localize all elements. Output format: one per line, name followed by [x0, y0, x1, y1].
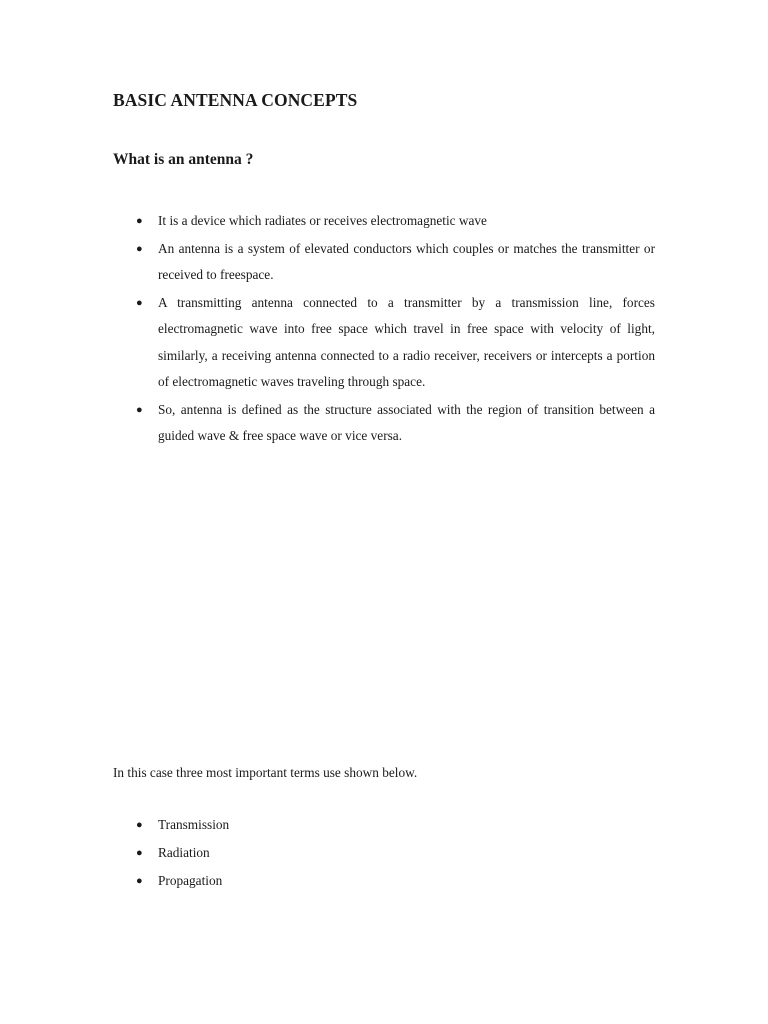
list-item-text: An antenna is a system of elevated conductors which couples or matches the transmitter or received to freespace. [158, 240, 655, 282]
bullet-icon: ● [136, 403, 143, 416]
list-item [136, 208, 655, 235]
bullet-icon: ● [136, 875, 143, 887]
list-item [136, 840, 655, 867]
section-heading: What is an antenna ? [113, 151, 254, 168]
terms-bullet-list [136, 812, 655, 896]
list-item [136, 290, 655, 396]
list-item-text: It is a device which radiates or receives electromagnetic wave [158, 213, 487, 228]
bullet-icon: ● [136, 847, 143, 859]
list-item-text: Transmission [158, 817, 230, 832]
bullet-icon: ● [136, 242, 143, 255]
bullet-icon: ● [136, 215, 143, 227]
list-item-text: So, antenna is defined as the structure associated with the region of transition between a guided wave & free space wave or vice versa. [158, 401, 655, 443]
list-item [136, 868, 655, 895]
bullet-icon: ● [136, 819, 143, 831]
list-item [136, 812, 655, 839]
terms-intro-paragraph: In this case three most important terms use shown below. [113, 765, 418, 780]
list-item-text: Propagation [158, 873, 223, 888]
list-item [136, 397, 655, 450]
definition-bullet-list [136, 208, 655, 451]
document-title: BASIC ANTENNA CONCEPTS [113, 90, 358, 110]
bullet-icon: ● [136, 296, 143, 309]
list-item-text: Radiation [158, 845, 210, 860]
list-item-text: A transmitting antenna connected to a transmitter by a transmission line, forces electromagnetic wave into free space which travel in free space with velocity of light, similarly, a receiving antenna connected to a radio receiver, receivers or intercepts a portion of electromagnetic waves traveling through space. [158, 294, 655, 389]
list-item [136, 236, 655, 289]
